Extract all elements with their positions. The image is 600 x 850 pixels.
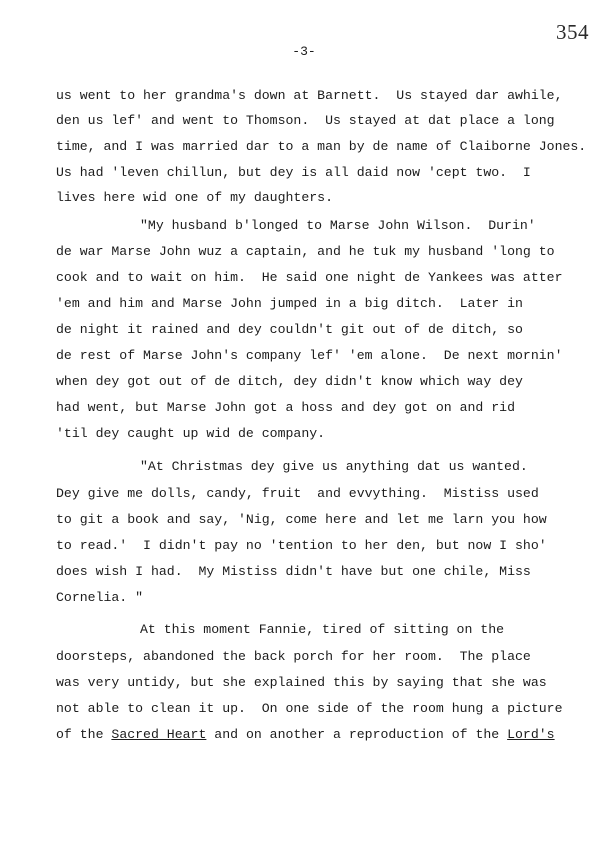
text-line: Us had 'leven chillun, but dey is all daid now 'cept two. I	[56, 165, 531, 180]
text-line: "My husband b'longed to Marse John Wilson. Durin'	[140, 218, 536, 233]
text-line: "At Christmas dey give us anything dat us wanted.	[140, 459, 528, 474]
text-line: us went to her grandma's down at Barnett. Us stayed dar awhile,	[56, 88, 563, 103]
text-line: not able to clean it up. On one side of the room hung a picture	[56, 701, 563, 716]
text-fragment: of the	[56, 727, 112, 742]
text-line: was very untidy, but she explained this by saying that she was	[56, 675, 547, 690]
text-line: cook and to wait on him. He said one night de Yankees was atter	[56, 270, 563, 285]
text-line: At this moment Fannie, tired of sitting on the	[140, 622, 505, 637]
text-line: to read.' I didn't pay no 'tention to her den, but now I sho'	[56, 538, 547, 553]
text-line: does wish I had. My Mistiss didn't have but one chile, Miss	[56, 564, 531, 579]
text-line: de rest of Marse John's company lef' 'em alone. De next mornin'	[56, 348, 563, 363]
text-line: den us lef' and went to Thomson. Us stayed at dat place a long	[56, 113, 555, 128]
underlined-term-lords: Lord's	[507, 727, 555, 742]
text-line-last	[56, 727, 555, 743]
text-line: lives here wid one of my daughters.	[56, 190, 333, 205]
page-number: -3-	[292, 44, 316, 59]
text-line: when dey got out of de ditch, dey didn't know which way dey	[56, 374, 523, 389]
text-line: 'em and him and Marse John jumped in a big ditch. Later in	[56, 296, 523, 311]
text-line: doorsteps, abandoned the back porch for her room. The place	[56, 649, 531, 664]
text-line: time, and I was married dar to a man by de name of Claiborne Jones.	[56, 139, 587, 154]
underlined-term-sacred-heart: Sacred Heart	[111, 727, 207, 742]
text-line: de night it rained and dey couldn't git out of de ditch, so	[56, 322, 523, 337]
text-line: 'til dey caught up wid de company.	[56, 426, 326, 441]
text-fragment: and on another a reproduction of the	[206, 727, 508, 742]
text-line: Cornelia. "	[56, 590, 144, 605]
text-line: de war Marse John wuz a captain, and he tuk my husband 'long to	[56, 244, 555, 259]
text-line: Dey give me dolls, candy, fruit and evvything. Mistiss used	[56, 486, 539, 501]
archive-page-stamp: 354	[556, 20, 589, 44]
text-line: had went, but Marse John got a hoss and dey got on and rid	[56, 400, 515, 415]
text-line: to git a book and say, 'Nig, come here and let me larn you how	[56, 512, 547, 527]
